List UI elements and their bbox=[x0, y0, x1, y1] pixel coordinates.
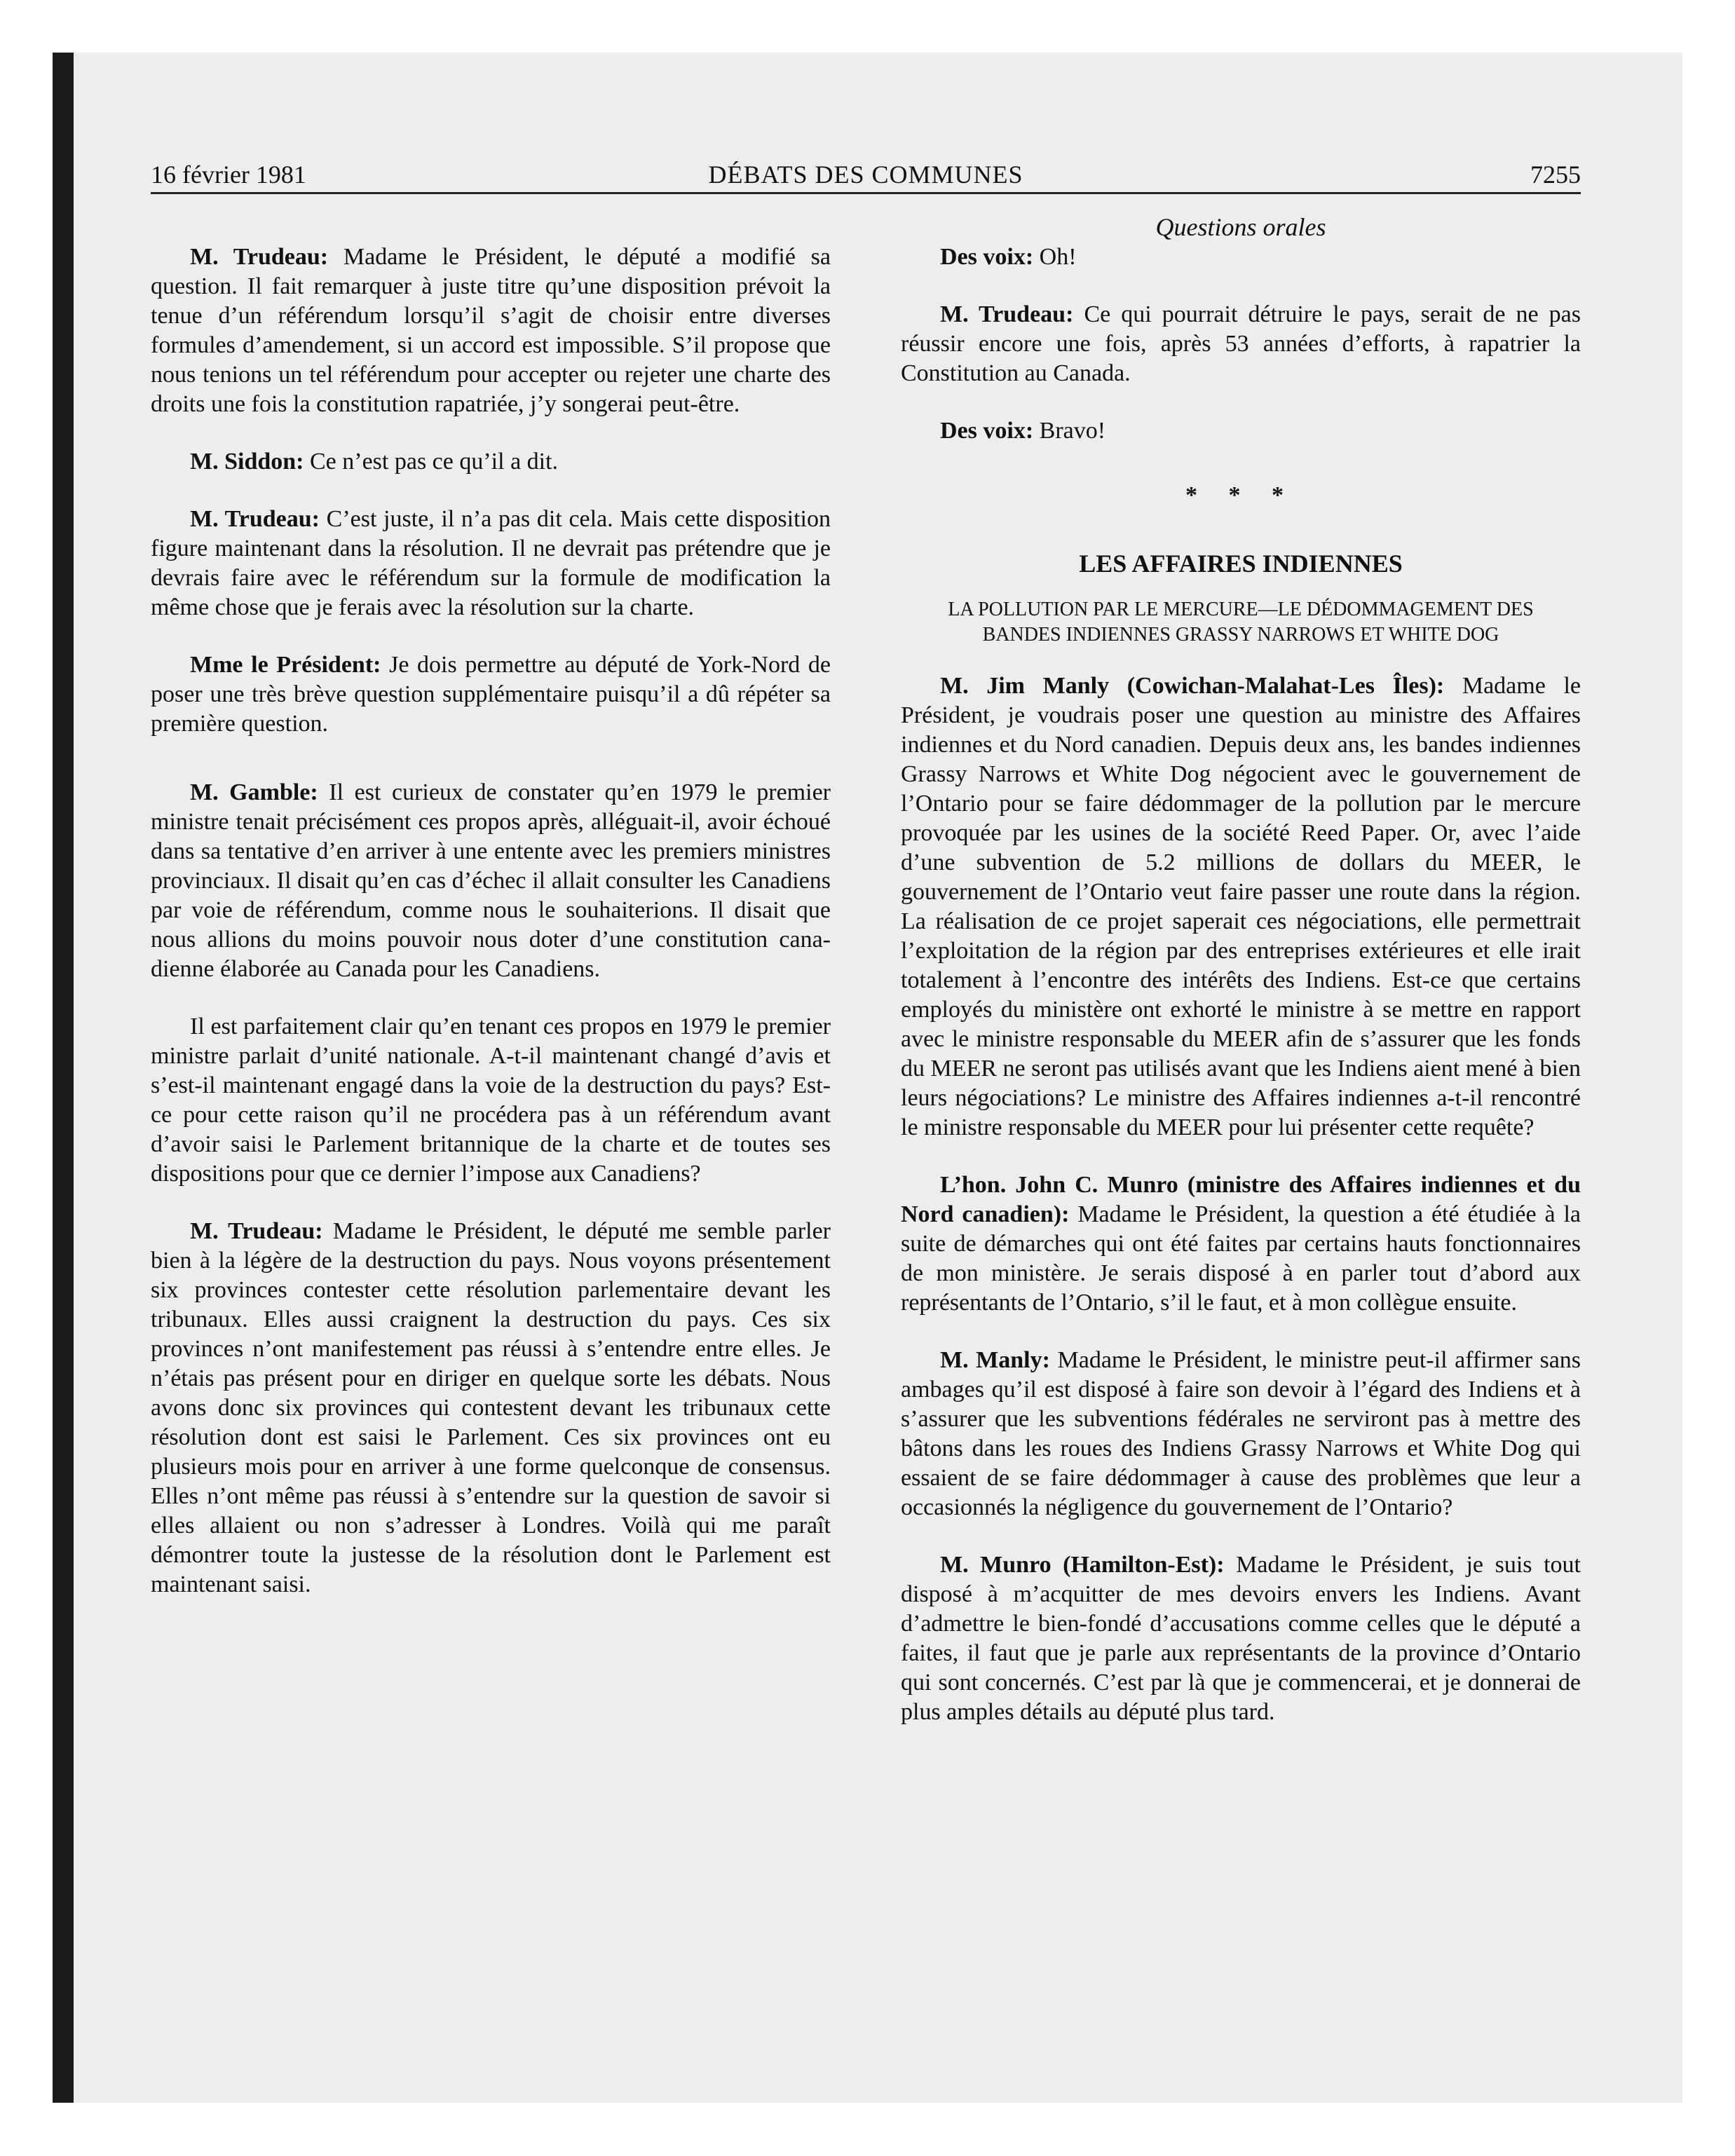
paragraph bbox=[151, 1012, 831, 1189]
header-title: DÉBATS DES COMMUNES bbox=[708, 161, 1023, 189]
paragraph-text: Madame le Président, le député me semble parler bien à la légère de la destruction du pays. Nous voyons présentement six provinces contester cette résolution parlementaire devant les tribunaux. Elles aussi craignent la destruction du pays. Ces six provinces n’ont manifestement pas réussi à s’entendre entre elles. Je n’étais pas présent pour en diriger en quelque sorte les débats. Nous avons donc six provinces qui contestent devant les tribunaux cette résolution dont est saisi le Parlement. Ces six provinces ont eu plusieurs mois pour en arriver à une forme quelconque de consensus. Elles n’ont même pas réussi à s’entendre sur la question de savoir si elles allaient ou non s’adresser à Londres. Voilà qui me paraît démontrer toute la justesse de la résolution dont le Parlement est maintenant saisi. bbox=[151, 1218, 831, 1597]
paragraph bbox=[151, 650, 831, 739]
scan-edge-bar bbox=[53, 53, 74, 2103]
paragraph bbox=[901, 1346, 1581, 1522]
paragraph-text: Madame le Président, la question a été étudiée à la suite de démarches qui ont été faites par certains hauts fonctionnaires de mon ministère. Je serais disposé à en parler tout d’abord aux représentants de l’Ontario, s’il le faut, et à mon collègue ensuite. bbox=[901, 1201, 1581, 1316]
paragraph-text: Bravo! bbox=[1033, 418, 1106, 444]
paragraph bbox=[151, 505, 831, 622]
running-header bbox=[151, 157, 1581, 194]
paragraph-text: Il est parfaitement clair qu’en tenant ces propos en 1979 le premier ministre parlait d’unité nationale. A-t-il maintenant changé d’avis et s’est-il maintenant engagé dans la voie de la destruction du pays? Est-ce pour cette raison qu’il ne procédera pas à un référendum avant d’avoir saisi le Parlement britannique de la charte et de toutes ses dispositions pour que ce dernier l’impose aux Canadiens? bbox=[151, 1014, 831, 1187]
paragraph-text: C’est juste, il n’a pas dit cela. Mais cette disposition figure maintenant dans la résolution. Il ne devrait pas prétendre que je devrais faire avec le référendum sur la formule de modification la même chose que je ferais avec la résolution sur la charte. bbox=[151, 506, 831, 620]
section-separator: * * * bbox=[1185, 482, 1296, 508]
paragraph-text: Madame le Président, je voudrais poser une question au ministre des Affaires indiennes et du Nord canadien. Depuis deux ans, les bandes indiennes Grassy Narrows et White Dog négocient avec le gouvernement de l’Ontario pour se faire dédommager de la pollution par le mercure provoquée par les usines de la société Reed Paper. Or, avec l’aide d’une subvention de 5.2 millions de dollars du MEER, le gouvernement de l’Ontario veut faire passer une route dans la région. La réalisation de ce projet saperait ces négociations, elle permettrait l’exploitation de la région par des entreprises extérieures et elle irait totalement à l’encontre des intérêts des Indiens. Est-ce que certains employés du ministère ont exhorté le ministre à se mettre en rapport avec le ministre responsable du MEER afin de s’assurer que les fonds du MEER ne seront pas utilisés avant que les Indiens aient mené à bien leurs négociations? Le ministre des Affaires indiennes a-t-il rencontré le ministre responsable du MEER pour lui présenter cette requête? bbox=[901, 673, 1581, 1140]
paragraph bbox=[151, 1217, 831, 1599]
speaker-name: M. Trudeau: bbox=[190, 244, 329, 270]
paragraph bbox=[901, 416, 1581, 446]
header-date: 16 février 1981 bbox=[151, 161, 306, 189]
speaker-name: Mme le Président: bbox=[190, 652, 381, 678]
paragraph-text: Madame le Président, le député a modifié sa question. Il fait remarquer à juste titre qu’une disposition prévoit la tenue d’un référendum lorsqu’il s’agit de choisir entre diverses formules d’amendement, si un accord est impossible. S’il propose que nous tenions un tel référendum pour accepter ou rejeter une charte des droits une fois la constitution rapatriée, j’y songerai peut-être. bbox=[151, 244, 831, 417]
paragraph bbox=[901, 671, 1581, 1142]
subsection-title-line: BANDES INDIENNES GRASSY NARROWS ET WHITE DOG bbox=[982, 624, 1499, 646]
paragraph-text: Ce qui pourrait détruire le pays, serait de ne pas réussir encore une fois, après 53 années d’efforts, à rapatrier la Constitution au Canada. bbox=[901, 301, 1581, 386]
paragraph bbox=[901, 300, 1581, 388]
speaker-name: M. Trudeau: bbox=[190, 506, 320, 532]
speaker-name: M. Siddon: bbox=[190, 449, 304, 475]
left-column bbox=[151, 243, 831, 1599]
speaker-name: L’hon. John C. Munro (ministre des Affaires indiennes et du Nord canadien): bbox=[901, 1172, 1581, 1227]
paragraph bbox=[901, 243, 1581, 272]
speaker-name: M. Trudeau: bbox=[190, 1218, 323, 1244]
paragraph-text: Oh! bbox=[1033, 244, 1077, 270]
paragraph bbox=[151, 778, 831, 984]
page-number: 7255 bbox=[1530, 161, 1581, 189]
speaker-name: M. Manly: bbox=[940, 1347, 1050, 1373]
paragraph bbox=[151, 243, 831, 419]
subsection-title-line: LA POLLUTION PAR LE MERCURE—LE DÉDOMMAGEMENT DES bbox=[948, 599, 1534, 620]
section-title: LES AFFAIRES INDIENNES bbox=[1079, 550, 1403, 578]
paragraph-text: Je dois permettre au député de York-Nord de poser une très brève question supplémentaire puisqu’il a dû répéter sa première question. bbox=[151, 652, 831, 737]
paragraph bbox=[151, 447, 831, 477]
speaker-name: M. Munro (Hamilton-Est): bbox=[940, 1552, 1225, 1578]
document-page bbox=[151, 0, 1581, 2156]
speaker-name: Des voix: bbox=[940, 244, 1034, 270]
paragraph-text: Ce n’est pas ce qu’il a dit. bbox=[304, 449, 559, 475]
paragraph bbox=[901, 1171, 1581, 1318]
paragraph-text: Il est curieux de constater qu’en 1979 le premier ministre tenait précisément ces propos après, alléguait-il, avoir échoué dans sa tentative d’en arriver à une entente avec les premiers ministres provinciaux. Il disait qu’en cas d’échec il allait consulter les Canadiens par voie de référendum, comme nous le souhaiterions. Il disait que nous allions du moins pouvoir nous doter d’une constitution canadienne élaborée au Canada pour les Canadiens. bbox=[151, 779, 831, 982]
paragraph-text: Madame le Président, je suis tout disposé à m’acquitter de mes devoirs envers les Indiens. Avant d’admettre le bien-fondé d’accusations comme celles que le député a faites, il faut que je parle aux représentants de la province d’Ontario qui sont concernés. C’est par là que je commencerai, et je donnerai de plus amples détails au député plus tard. bbox=[901, 1552, 1581, 1725]
speaker-name: M. Trudeau: bbox=[940, 301, 1074, 327]
right-column bbox=[901, 243, 1581, 1727]
speaker-name: Des voix: bbox=[940, 418, 1034, 444]
speaker-name: M. Gamble: bbox=[190, 779, 318, 805]
paragraph-text: Madame le Président, le ministre peut-il affirmer sans ambages qu’il est disposé à faire son devoir à l’égard des Indiens et à s’assurer que les subventions fédérales ne serviront pas à mettre des bâtons dans les roues des Indiens Grassy Narrows et White Dog qui essaient de se faire dédommager à cause des problèmes que leur a occasionnés la négligence du gouvernement de l’Ontario? bbox=[901, 1347, 1581, 1520]
paragraph bbox=[901, 1550, 1581, 1727]
speaker-name: M. Jim Manly (Cowichan-Malahat-Les Îles): bbox=[940, 673, 1445, 699]
section-label: Questions orales bbox=[1155, 213, 1326, 241]
